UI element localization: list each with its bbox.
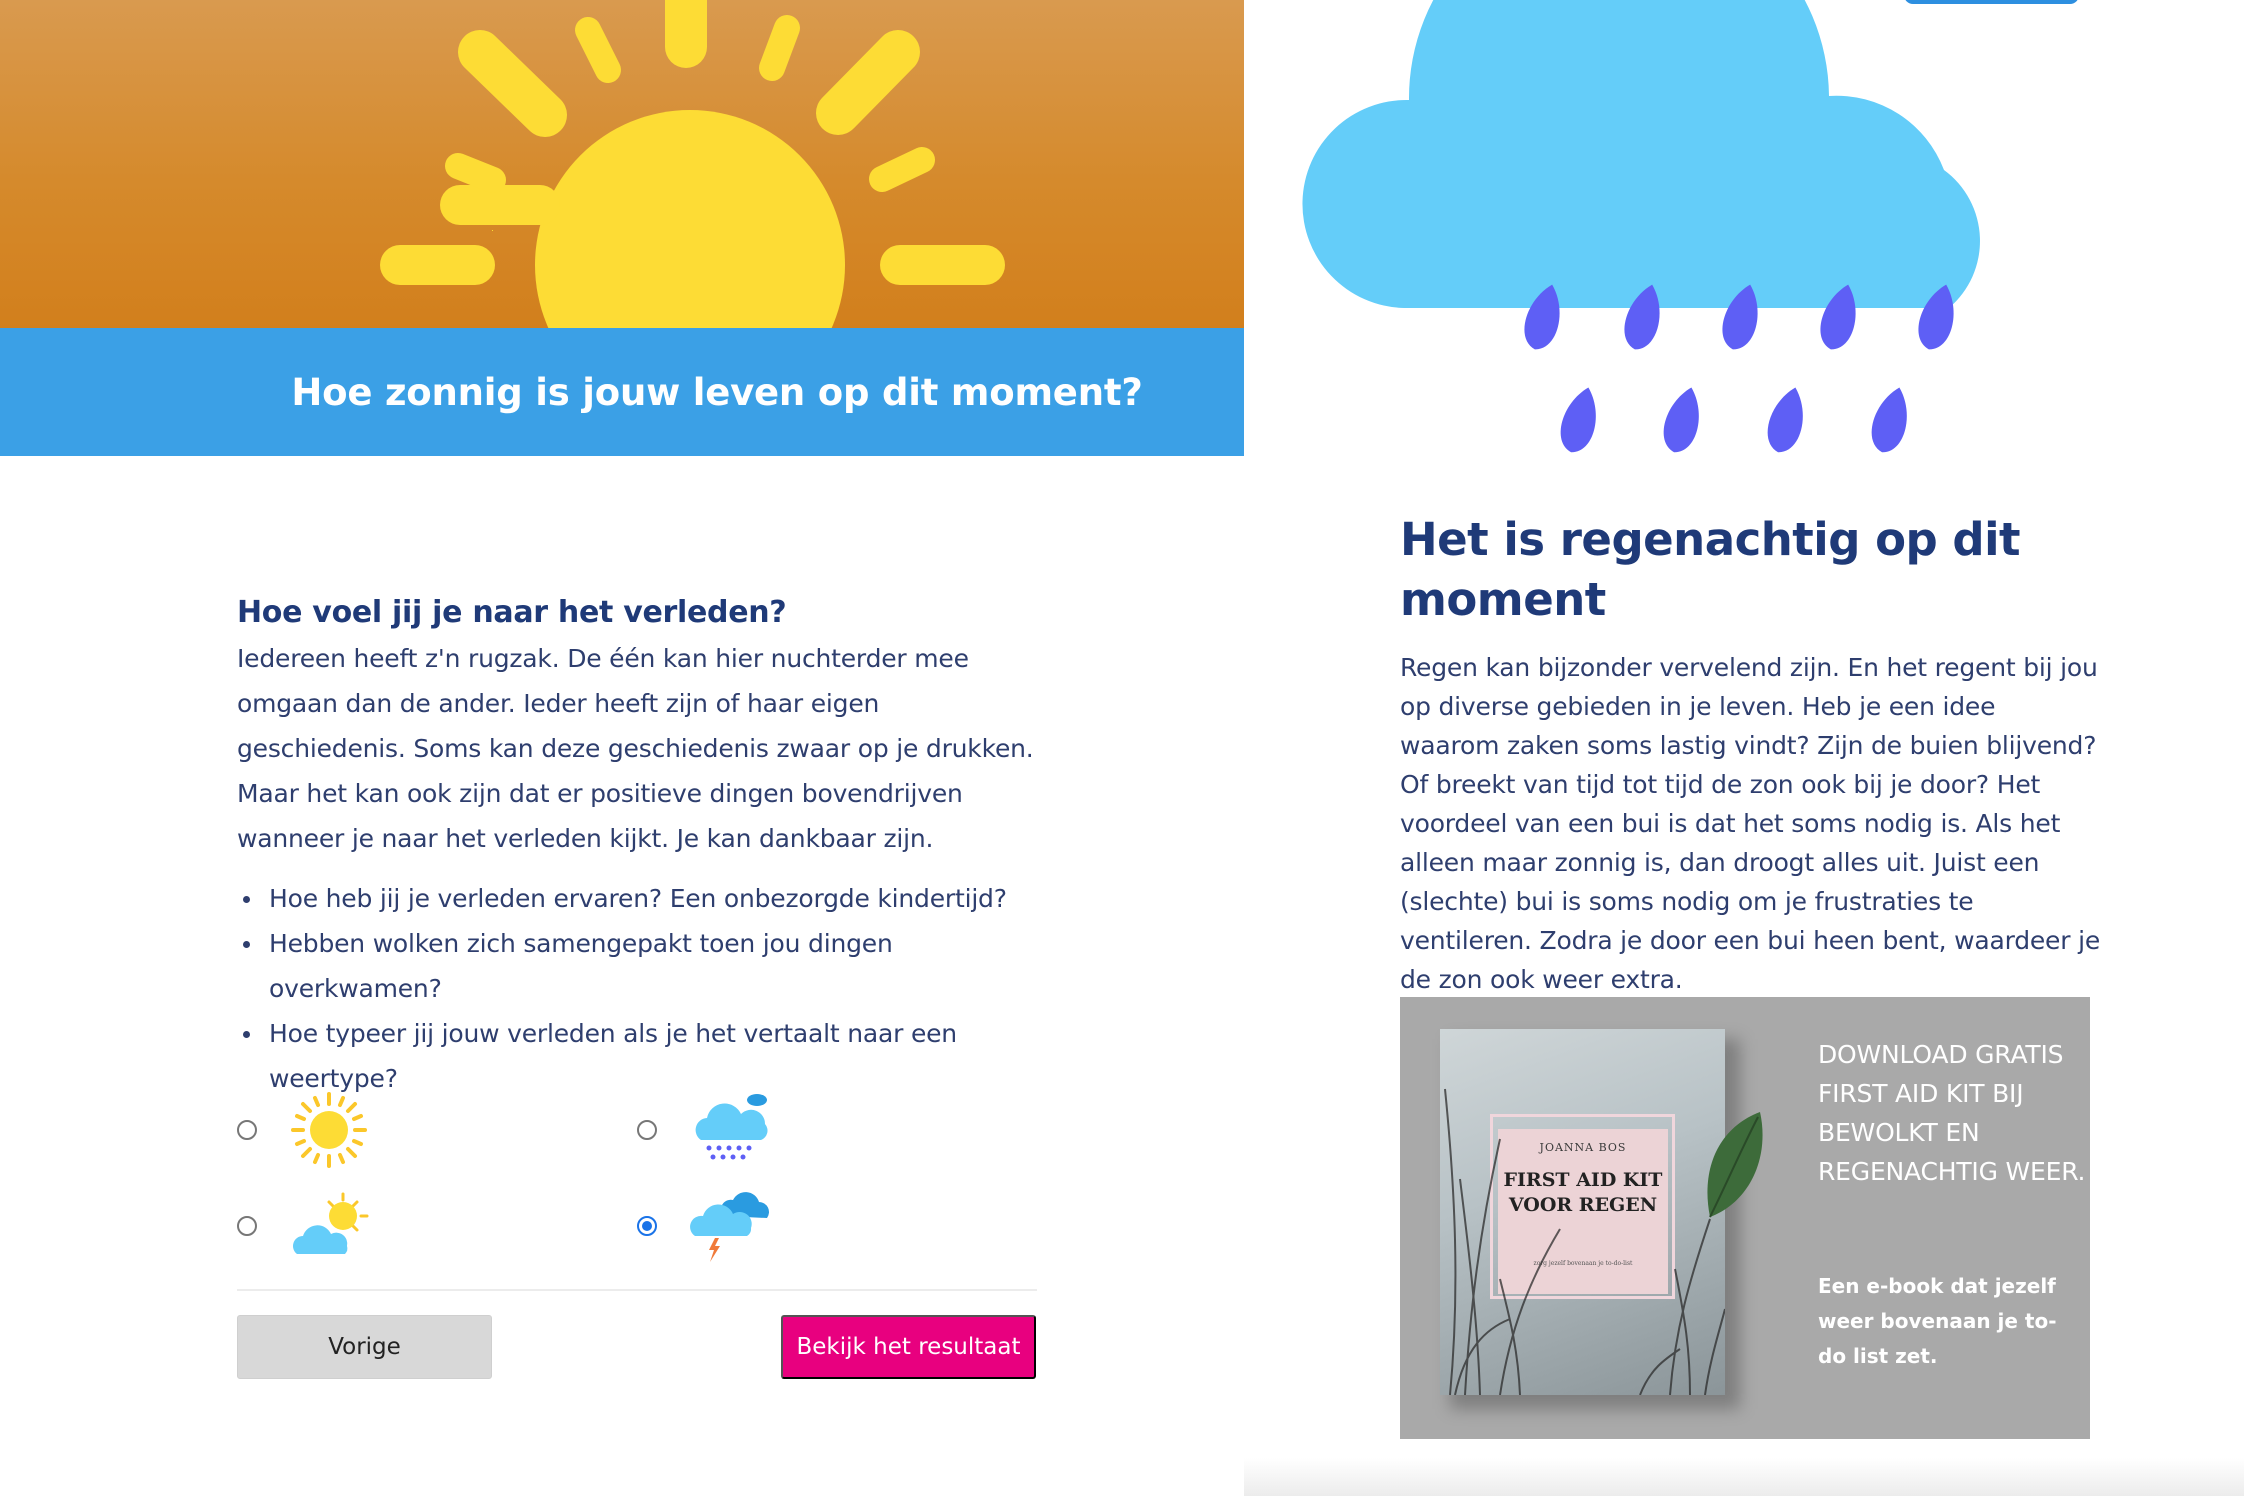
book-subtitle: zorg jezelf bovenaan je to-do-list (1533, 1260, 1633, 1267)
thunderstorm-icon (689, 1186, 773, 1266)
option-sunny[interactable] (237, 1090, 369, 1170)
radio-sunny[interactable] (237, 1120, 257, 1140)
hero-banner-text: Hoe zonnig is jouw leven op dit moment? (291, 370, 1143, 414)
result-title: Het is regenachtig op dit moment (1400, 513, 2021, 626)
list-item: Hoe heb jij je verleden ervaren? Een onbezorgde kindertijd? (237, 876, 1037, 921)
question-bullets (237, 876, 1037, 1101)
divider (237, 1289, 1037, 1291)
hero-banner (0, 328, 1244, 456)
radio-rain[interactable] (637, 1120, 657, 1140)
hero-image (0, 0, 1244, 456)
promo-subtext: Een e-book dat jezelf weer bovenaan je to-do list zet. (1818, 1274, 2057, 1368)
option-thunderstorm[interactable] (637, 1186, 773, 1266)
book-author: JOANNA BOS (1539, 1141, 1627, 1154)
previous-button[interactable]: Vorige (237, 1315, 492, 1379)
result-body: Regen kan bijzonder vervelend zijn. En het regent bij jou op diverse gebieden in je leven. Heb je een idee waarom zaken soms lastig vindt? Zijn de buien blijvend? Of breekt van tijd tot tijd de zon ook bij je door? Het voordeel van een bui is dat het soms nodig is. Als het alleen maar zonnig is, dan droogt alles uit. Juist een (slechte) bui is soms nodig om je frustraties te ventileren. Zodra je door een bui heen bent, waardeer je de zon ook weer extra. (1400, 653, 2100, 994)
book-title: FIRST AID KIT VOOR REGEN (1503, 1169, 1663, 1216)
promo-heading: DOWNLOAD GRATIS FIRST AID KIT BIJ BEWOLKT EN REGENACHTIG WEER. (1818, 1040, 2086, 1186)
list-item: Hebben wolken zich samengepakt toen jou dingen overkwamen? (237, 921, 1037, 1011)
rising-sun-icon (0, 0, 1244, 330)
radio-partly-cloudy[interactable] (237, 1216, 257, 1236)
reeds-icon (1440, 1029, 1725, 1395)
bottom-fade (1244, 1458, 2244, 1496)
view-result-button[interactable]: Bekijk het resultaat (781, 1315, 1036, 1379)
question-block (237, 590, 1037, 1101)
weather-options (237, 1080, 1037, 1260)
option-rain[interactable] (637, 1090, 773, 1170)
radio-thunderstorm[interactable] (637, 1216, 657, 1236)
list-item: Hoe typeer jij jouw verleden als je het vertaalt naar een weertype? (237, 1011, 1037, 1101)
rain-cloud-icon (1244, 0, 2244, 470)
rain-cloud-icon (689, 1090, 773, 1170)
partly-cloudy-icon (289, 1186, 373, 1266)
question-title: Hoe voel jij je naar het verleden? (237, 595, 787, 630)
question-body: Iedereen heeft z'n rugzak. De één kan hier nuchterder mee omgaan dan de ander. Ieder heeft zijn of haar eigen geschiedenis. Soms kan deze geschiedenis zwaar op je drukken. Maar het kan ook zijn dat er positieve dingen bovendrijven wanneer je naar het verleden kijkt. Je kan dankbaar zijn. (237, 644, 1034, 853)
ebook-promo-banner[interactable] (1400, 997, 2090, 1439)
result-panel (1244, 0, 2244, 1496)
option-partly-cloudy[interactable] (237, 1186, 373, 1266)
leaf-icon (1700, 1107, 1770, 1227)
sunny-icon (289, 1090, 369, 1170)
